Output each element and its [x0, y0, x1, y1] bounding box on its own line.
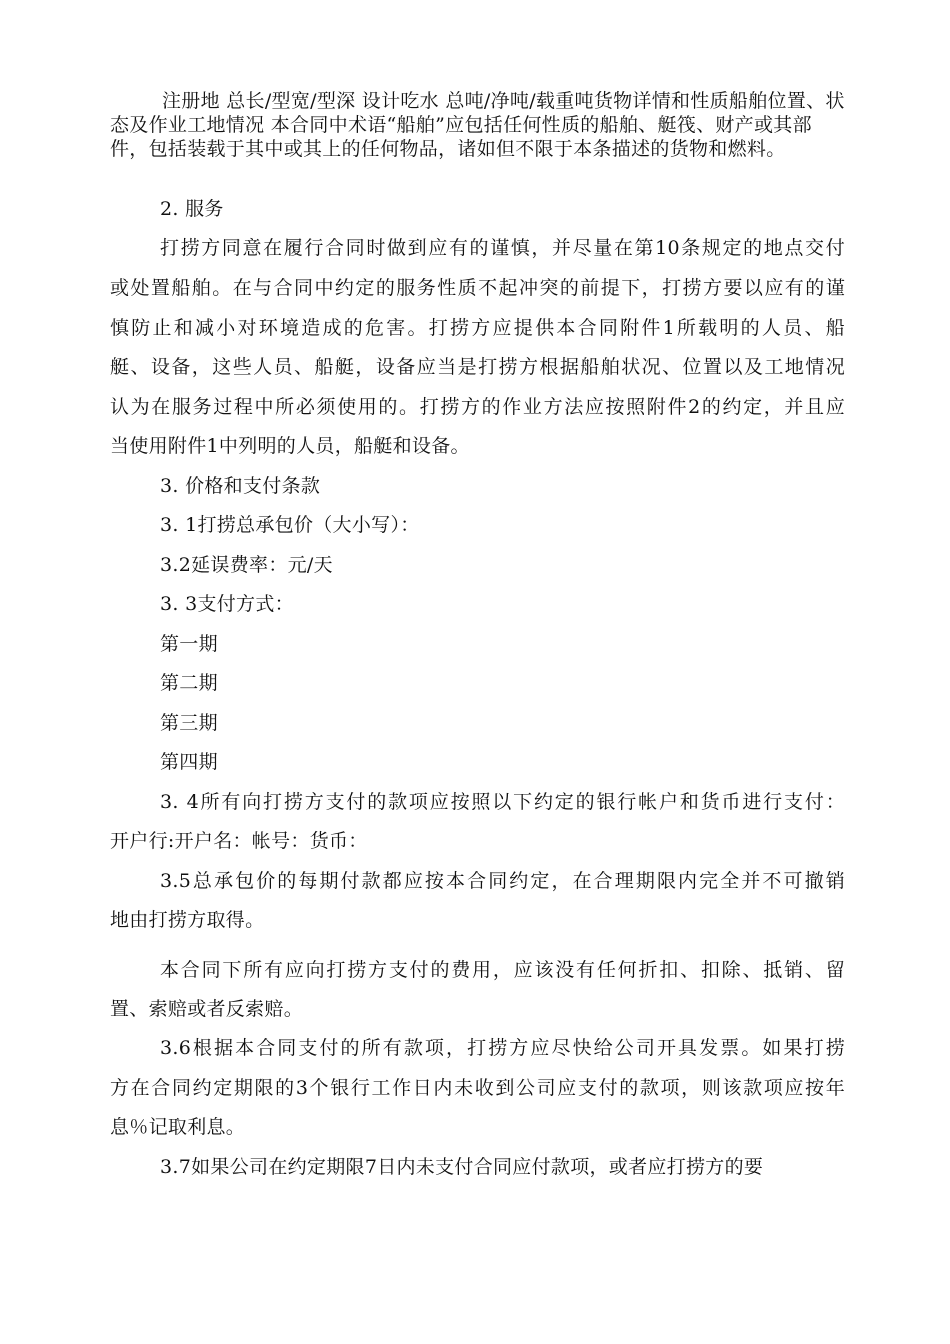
deductions-line: 置、索赔或者反索赔。: [110, 998, 304, 1020]
deductions-line: 本合同下所有应向打捞方支付的费用，应该没有任何折扣、扣除、抵销、留: [160, 959, 845, 981]
section-2-line: 慎防止和减小对环境造成的危害。打捞方应提供本合同附件1所载明的人员、船: [110, 317, 845, 339]
payment-period: 第三期: [160, 712, 218, 734]
section-2-line: 艇、设备，这些人员、船艇，设备应当是打捞方根据船舶状况、位置以及工地情况: [110, 356, 845, 378]
item-3-7-line: 3.7如果公司在约定期限7日内未支付合同应付款项，或者应打捞方的要: [160, 1156, 764, 1178]
item-3-6-line: 方在合同约定期限的3个银行工作日内未收到公司应支付的款项，则该款项应按年: [110, 1077, 845, 1099]
item-3-6-line: 3.6根据本合同支付的所有款项，打捞方应尽快给公司开具发票。如果打捞: [160, 1037, 845, 1059]
payment-period: 第一期: [160, 633, 218, 655]
section-2-line: 认为在服务过程中所必须使用的。打捞方的作业方法应按照附件2的约定，并且应: [110, 396, 845, 418]
item-3-5-line: 地由打捞方取得。: [110, 909, 265, 931]
section-2-line: 或处置船舶。在与合同中约定的服务性质不起冲突的前提下，打捞方要以应有的谨: [110, 277, 845, 299]
section-2-line: 当使用附件1中列明的人员，船艇和设备。: [110, 435, 470, 457]
item-3-2: 3.2延误费率：元/天: [160, 554, 333, 576]
intro-paragraph: 注册地 总长/型宽/型深 设计吃水 总吨/净吨/载重吨货物详情和性质船舶位置、状态及作业工地情况 本合同中术语“船舶”应包括任何性质的船舶、艇筏、财产或其部件，包括装载于其中或其上的任何物品，诸如但不限于本条描述的货物和燃料。: [110, 90, 845, 160]
item-3-4-line: 开户行:开户名：帐号：货币：: [110, 830, 368, 852]
item-3-6-line: 息％记取利息。: [110, 1116, 246, 1138]
item-3-5-line: 3.5总承包价的每期付款都应按本合同约定，在合理期限内完全并不可撤销: [160, 870, 845, 892]
payment-period: 第四期: [160, 751, 218, 773]
item-3-3: 3. 3支付方式：: [160, 593, 294, 615]
payment-period: 第二期: [160, 672, 218, 694]
item-3-4-line: 3. 4所有向打捞方支付的款项应按照以下约定的银行帐户和货币进行支付：: [160, 791, 845, 813]
item-3-1: 3. 1打捞总承包价（大小写）：: [160, 514, 420, 536]
section-2-line: 打捞方同意在履行合同时做到应有的谨慎，并尽量在第10条规定的地点交付: [160, 237, 845, 259]
section-2-heading: 2. 服务: [160, 198, 224, 220]
section-3-heading: 3. 价格和支付条款: [160, 475, 321, 497]
